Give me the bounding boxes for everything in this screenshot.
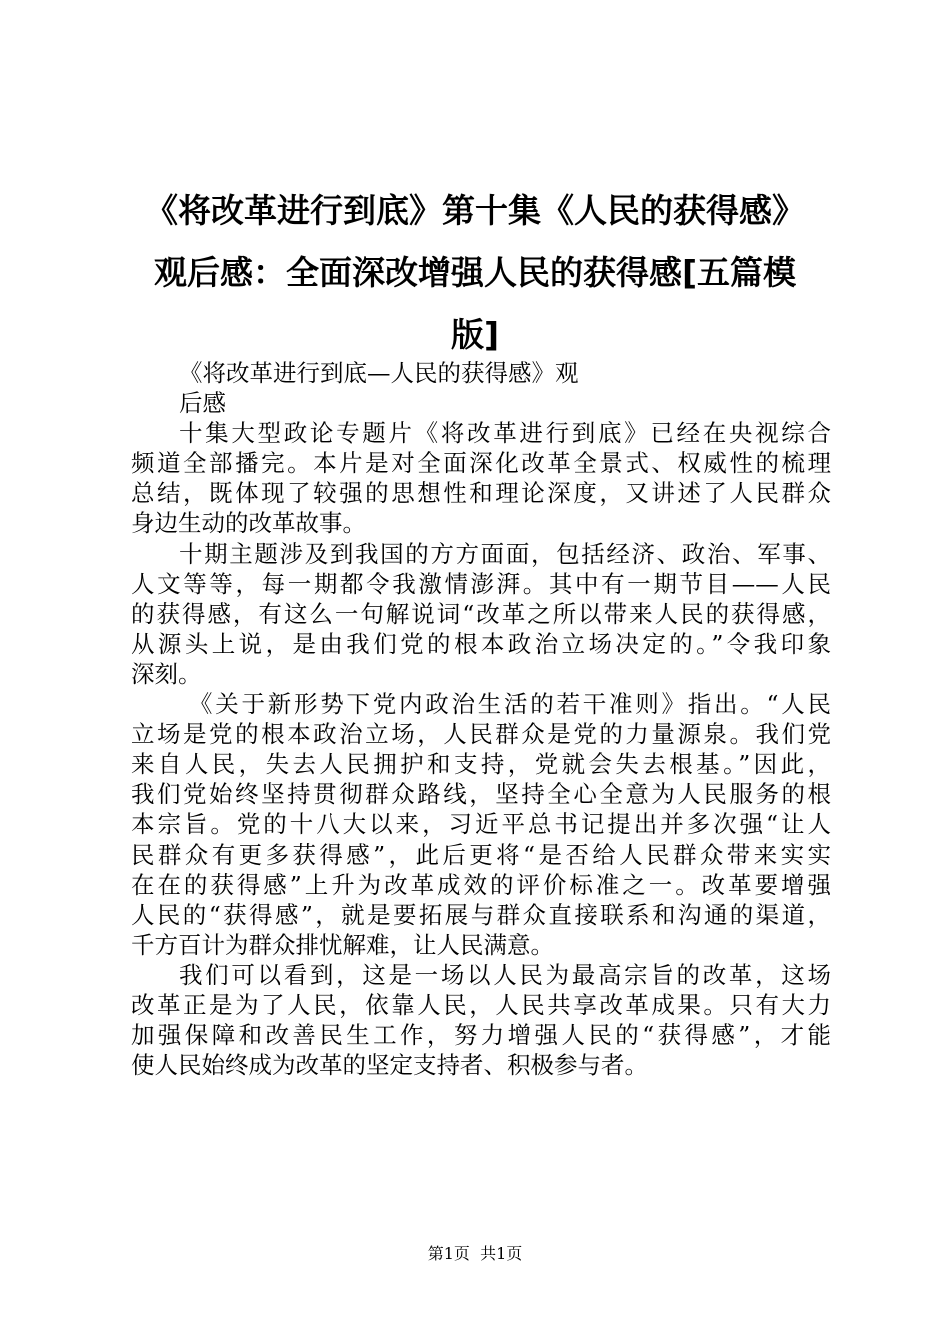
paragraph-line: 立场是党的根本政治立场，人民群众是党的力量源泉。我们党 (131, 720, 831, 749)
paragraph-line: 我们可以看到，这是一场以人民为最高宗旨的改革，这场 (179, 960, 831, 989)
paragraph-line: 加强保障和改善民生工作，努力增强人民的“获得感”，才能 (131, 1021, 831, 1050)
paragraph-line: 来自人民，失去人民拥护和支持，党就会失去根基。”因此， (131, 750, 831, 779)
paragraph-line: 频道全部播完。本片是对全面深化改革全景式、权威性的梳理 (131, 449, 831, 478)
subtitle-line: 《将改革进行到底—人民的获得感》观 (179, 359, 579, 387)
paragraph-line: 我们党始终坚持贯彻群众路线，坚持全心全意为人民服务的根 (131, 780, 831, 809)
subtitle-line: 后感 (179, 389, 226, 418)
document-title (120, 180, 830, 366)
paragraph-line: 总结，既体现了较强的思想性和理论深度，又讲述了人民群众 (131, 479, 831, 508)
page-footer (0, 1244, 950, 1264)
paragraph-line: 身边生动的改革故事。 (131, 509, 366, 538)
paragraph-line: 十期主题涉及到我国的方方面面，包括经济、政治、军事、 (179, 539, 831, 568)
page-number: 第1页 共1页 (427, 1244, 523, 1263)
paragraph-line: 人民的“获得感”，就是要拓展与群众直接联系和沟通的渠道， (131, 900, 831, 929)
paragraph-line: 深刻。 (131, 659, 202, 688)
paragraph-line: 千方百计为群众排忧解难，让人民满意。 (131, 930, 554, 959)
paragraph-1 (131, 418, 831, 538)
title-line: 《将改革进行到底》第十集《人民的获得感》 (145, 191, 805, 230)
paragraph-line: 《关于新形势下党内政治生活的若干准则》指出。“人民 (189, 690, 831, 719)
paragraph-2 (131, 539, 831, 689)
paragraph-line: 人文等等，每一期都令我激情澎湃。其中有一期节目——人民 (131, 569, 831, 598)
paragraph-line: 民群众有更多获得感”，此后更将“是否给人民群众带来实实 (131, 840, 831, 869)
paragraph-line: 改革正是为了人民，依靠人民，人民共享改革成果。只有大力 (131, 990, 831, 1019)
paragraph-line: 十集大型政论专题片《将改革进行到底》已经在央视综合 (179, 419, 831, 448)
paragraph-line: 从源头上说，是由我们党的根本政治立场决定的。”令我印象 (131, 629, 831, 658)
title-line: 版] (450, 315, 500, 354)
paragraph-line: 本宗旨。党的十八大以来，习近平总书记提出并多次强“让人 (131, 810, 831, 839)
paragraph-line: 在在的获得感”上升为改革成效的评价标准之一。改革要增强 (131, 870, 831, 899)
subtitle (131, 358, 831, 418)
document-body (131, 358, 831, 1080)
paragraph-line: 使人民始终成为改革的坚定支持者、积极参与者。 (131, 1051, 648, 1080)
paragraph-line: 的获得感，有这么一句解说词“改革之所以带来人民的获得感， (131, 599, 831, 628)
title-line: 观后感：全面深改增强人民的获得感[五篇模 (153, 253, 797, 292)
paragraph-3 (131, 689, 831, 960)
paragraph-4 (131, 960, 831, 1080)
